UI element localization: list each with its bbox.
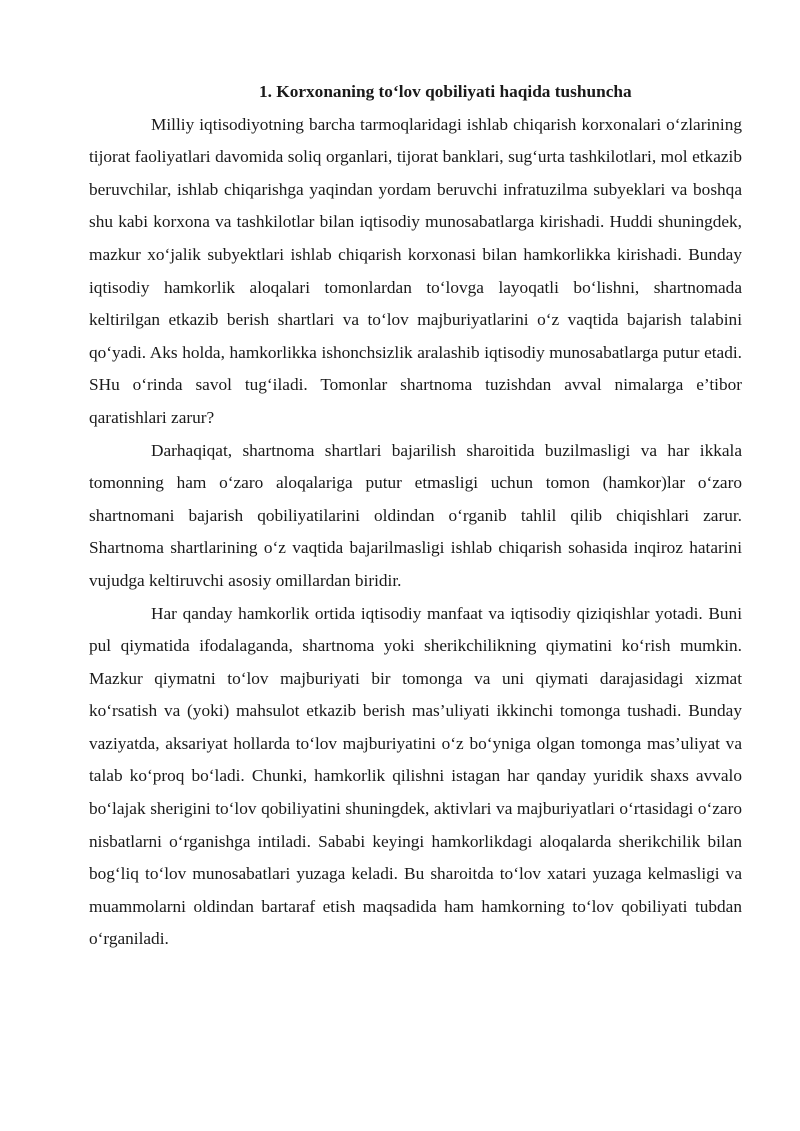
document-body [89, 76, 742, 956]
section-heading: 1. Korxonaning to‘lov qobiliyati haqida tushuncha [259, 82, 632, 101]
paragraph-2: Darhaqiqat, shartnoma shartlari bajarilish sharoitida buzilmasligi va har ikkala tomonning ham o‘zaro aloqalariga putur etmasligi uchun tomon (hamkor)lar o‘zaro shartnomani bajarish qobiliyatilarini oldindan o‘rganib tahlil qilib chiqishlari zarur. Shartnoma shartlarining o‘z vaqtida bajarilmasligi ishlab chiqarish sohasida inqiroz hatarini vujudga keltiruvchi asosiy omillardan biridir. [89, 440, 742, 590]
paragraph-1: Milliy iqtisodiyotning barcha tarmoqlaridagi ishlab chiqarish korxonalari o‘zlarining tijorat faoliyatlari davomida soliq organlari, tijorat banklari, sug‘urta tashkilotlari, mol etkazib beruvchilar, ishlab chiqarishga yaqindan yordam beruvchi infratuzilma subyeklari va boshqa shu kabi korxona va tashkilotlar bilan iqtisodiy munosabatlarga kirishadi. Huddi shuningdek, mazkur xo‘jalik subyektlari ishlab chiqarish korxonasi bilan hamkorlikka kirishadi. Bunday iqtisodiy hamkorlik aloqalari tomonlardan to‘lovga layoqatli bo‘lishni, shartnomada keltirilgan etkazib berish shartlari va to‘lov majburiyatlarini o‘z vaqtida bajarish talabini qo‘yadi. Aks holda, hamkorlikka ishonchsizlik aralashib iqtisodiy munosabatlarga putur etadi. SHu o‘rinda savol tug‘iladi. Tomonlar shartnoma tuzishdan avval nimalarga e’tibor qaratishlari zarur? [89, 114, 742, 427]
paragraph-3: Har qanday hamkorlik ortida iqtisodiy manfaat va iqtisodiy qiziqishlar yotadi. Buni pul qiymatida ifodalaganda, shartnoma yoki sherikchilikning qiymatini ko‘rish mumkin. Mazkur qiymatni to‘lov majburiyati bir tomonga va uni qiymati darajasidagi xizmat ko‘rsatish va (yoki) mahsulot etkazib berish mas’uliyati ikkinchi tomonga tushadi. Bunday vaziyatda, aksariyat hollarda to‘lov majburiyatini o‘z bo‘yniga olgan tomonga mas’uliyat va talab ko‘proq bo‘ladi. Chunki, hamkorlik qilishni istagan har qanday yuridik shaxs avvalo bo‘lajak sherigini to‘lov qobiliyatini shuningdek, aktivlari va majburiyatlari o‘rtasidagi o‘zaro nisbatlarni o‘rganishga intiladi. Sababi keyingi hamkorlikdagi aloqalarda sherikchilik bilan bog‘liq to‘lov munosabatlari yuzaga keladi. Bu sharoitda to‘lov xatari yuzaga kelmasligi va muammolarni oldindan bartaraf etish maqsadida ham hamkorning to‘lov qobiliyati tubdan o‘rganiladi. [89, 603, 742, 949]
